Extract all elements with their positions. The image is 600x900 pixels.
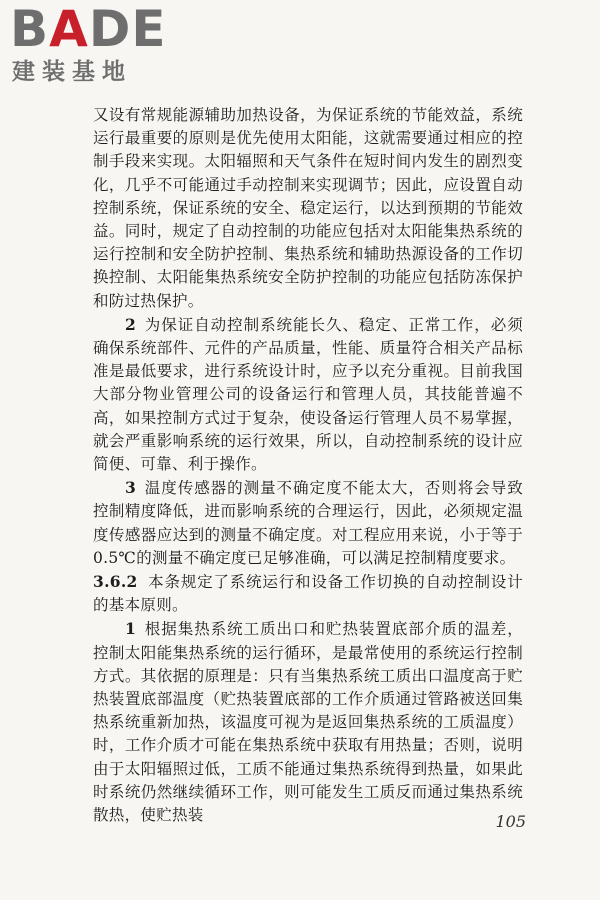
bade-logo bbox=[10, 0, 180, 86]
item-number: 2 bbox=[125, 314, 137, 334]
paragraph-item-2 bbox=[93, 313, 523, 476]
paragraph-continued: 又设有常规能源辅助加热设备，为保证系统的节能效益，系统运行最重要的原则是优先使用太阳能，这就需要通过相应的控制手段来实现。太阳辐照和天气条件在短时间内发生的剧烈变化，几乎不可能通过手动控制来实现调节；因此，应设置自动控制系统，保证系统的安全、稳定运行，以达到预期的节能效益。同时，规定了自动控制的功能应包括对太阳能集热系统的运行控制和安全防护控制、集热系统和辅助热源设备的工作切换控制、太阳能集热系统安全防护控制的功能应包括防冻保护和防过热保护。 bbox=[93, 106, 523, 310]
item-text: 为保证自动控制系统能长久、稳定、正常工作，必须确保系统部件、元件的产品质量，性能、质量符合相关产品标准是最低要求，进行系统设计时，应予以充分重视。目前我国大部分物业管理公司的设备运行和管理人员，其技能普遍不高，如果控制方式过于复杂，使设备运行管理人员不易掌握，就会严重影响系统的运行效果，所以，自动控制系统的设计应简便、可靠、利于操作。 bbox=[93, 315, 523, 474]
section-number: 3.6.2 bbox=[93, 572, 138, 592]
logo-wordmark: BADE bbox=[10, 0, 167, 58]
section-3-6-2 bbox=[93, 570, 523, 617]
document-body bbox=[93, 104, 523, 827]
page-number: 105 bbox=[495, 812, 526, 831]
paragraph-item-1 bbox=[93, 617, 523, 827]
item-number: 3 bbox=[125, 478, 137, 498]
item-text: 根据集热系统工质出口和贮热装置底部介质的温差，控制太阳能集热系统的运行循环，是最常使用的系统运行控制方式。其依据的原理是：只有当集热系统工质出口温度高于贮热装置底部温度（贮热装置底部的工作介质通过管路被送回集热系统重新加热，该温度可视为是返回集热系统的工质温度）时，工作介质才可能在集热系统中获取有用热量；否则，说明由于太阳辐照过低，工质不能通过集热系统得到热量，如果此时系统仍然继续循环工作，则可能发生工质反而通过集热系统散热，使贮热装 bbox=[93, 620, 523, 825]
item-number: 1 bbox=[125, 619, 137, 639]
logo-subtitle: 建装基地 bbox=[12, 59, 132, 85]
item-text: 温度传感器的测量不确定度不能太大，否则将会导致控制精度降低，进而影响系统的合理运行，因此，必须规定温度传感器应达到的测量不确定度。对工程应用来说，小于等于0.5℃的测量不确定度已足够准确，可以满足控制精度要求。 bbox=[93, 479, 523, 567]
section-text: 本条规定了系统运行和设备工作切换的自动控制设计的基本原则。 bbox=[93, 573, 523, 615]
paragraph-item-3 bbox=[93, 476, 523, 570]
